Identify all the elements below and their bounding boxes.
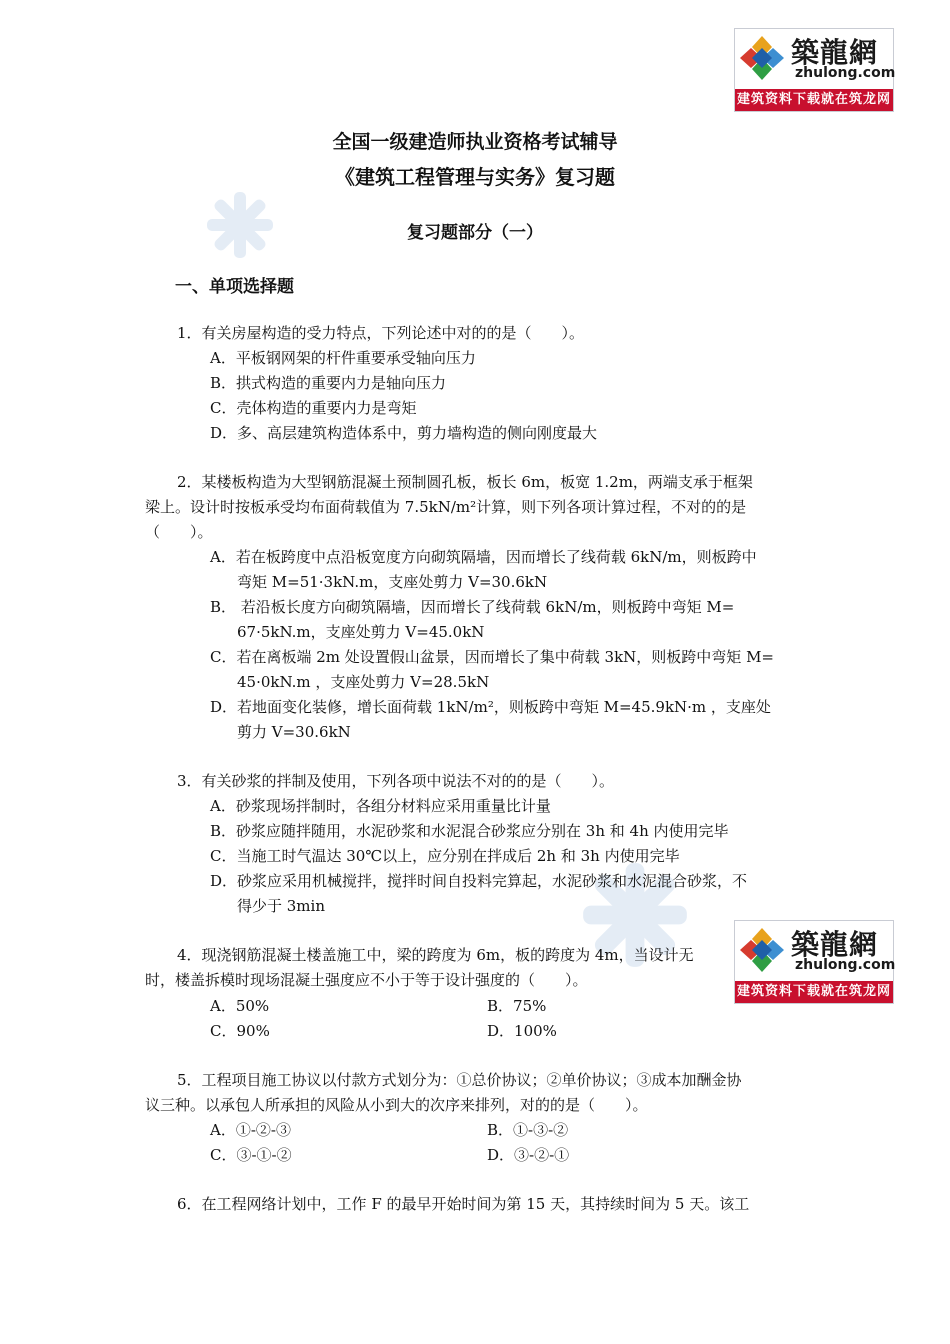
question-2-option-b: B． 若沿板长度方向砌筑隔墙，因而增长了线荷载 6kN/m，则板跨中弯矩 M= (210, 598, 735, 616)
question-2-stem-line: 2．某楼板构造为大型钢筋混凝土预制圆孔板，板长 6m，板宽 1.2m，两端支承于框架 (177, 473, 753, 491)
question-5-option-c: C．③-①-② (210, 1146, 292, 1164)
section-part-title: 复习题部分（一） (407, 223, 543, 243)
document-subject-title: 《建筑工程管理与实务》复习题 (335, 165, 615, 189)
question-5-stem-line: 5．工程项目施工协议以付款方式划分为：①总价协议；②单价协议；③成本加酬金协 (177, 1071, 742, 1089)
question-3-option-d: D．砂浆应采用机械搅拌，搅拌时间自投料完算起，水泥砂浆和水泥混合砂浆，不 (210, 872, 748, 890)
question-1-option-d: D．多、高层建筑构造体系中，剪力墙构造的侧向刚度最大 (210, 424, 598, 442)
question-5-option-a: A．①-②-③ (210, 1121, 291, 1139)
question-2-stem-line: 梁上。设计时按板承受均布面荷载值为 7.5kN/m²计算，则下列各项计算过程，不对的的是 (145, 498, 747, 516)
question-1-stem: 1．有关房屋构造的受力特点，下列论述中对的的是（ ）。 (177, 324, 585, 342)
logo-tagline: 建筑资料下载就在筑龙网 (735, 89, 893, 111)
document-title: 全国一级建造师执业资格考试辅导 (332, 131, 618, 153)
question-3-stem: 3．有关砂浆的拌制及使用，下列各项中说法不对的的是（ ）。 (177, 772, 615, 790)
question-2-option-a-cont: 弯矩 M=51·3kN.m，支座处剪力 V=30.6kN (237, 573, 548, 591)
question-2-option-a: A．若在板跨度中点沿板宽度方向砌筑隔墙，因而增长了线荷载 6kN/m，则板跨中 (210, 548, 757, 566)
question-4-option-b: B．75% (487, 997, 547, 1015)
question-5-option-b: B．①-③-② (487, 1121, 569, 1139)
logo-brand-en: zhulong.com (795, 65, 896, 81)
question-2-option-c-cont: 45·0kN.m ，支座处剪力 V=28.5kN (237, 673, 490, 691)
logo-brand-en: zhulong.com (795, 957, 896, 973)
question-6-stem: 6．在工程网络计划中，工作 F 的最早开始时间为第 15 天，其持续时间为 5 天。该工 (177, 1195, 750, 1213)
question-2-option-b-cont: 67·5kN.m，支座处剪力 V=45.0kN (237, 623, 485, 641)
logo-brand-cn: 築龍網 (791, 928, 879, 961)
question-3-option-a: A．砂浆现场拌制时，各组分材料应采用重量比计量 (210, 797, 551, 815)
logo-tagline: 建筑资料下载就在筑龙网 (735, 981, 893, 1003)
question-2-stem-line: （ ）。 (145, 523, 213, 541)
question-2-option-c: C．若在离板端 2m 处设置假山盆景，因而增长了集中荷载 3kN，则板跨中弯矩 M= (210, 648, 775, 666)
question-4-stem-line: 时，楼盖拆模时现场混凝土强度应不小于等于设计强度的（ ）。 (145, 971, 588, 989)
site-logo[interactable] (734, 28, 894, 112)
question-2-option-d-cont: 剪力 V=30.6kN (237, 723, 351, 741)
question-4-stem-line: 4．现浇钢筋混凝土楼盖施工中，梁的跨度为 6m，板的跨度为 4m，当设计无 (177, 946, 694, 964)
question-3-option-c: C．当施工时气温达 30℃以上，应分别在拌成后 2h 和 3h 内使用完毕 (210, 847, 680, 865)
question-3-option-b: B．砂浆应随拌随用，水泥砂浆和水泥混合砂浆应分别在 3h 和 4h 内使用完毕 (210, 822, 729, 840)
question-5-option-d: D．③-②-① (487, 1146, 570, 1164)
question-5-stem-line: 议三种。以承包人所承担的风险从小到大的次序来排列，对的的是（ ）。 (145, 1096, 648, 1114)
site-logo[interactable] (734, 920, 894, 1004)
question-1-option-b: B．拱式构造的重要内力是轴向压力 (210, 374, 447, 392)
question-2-option-d: D．若地面变化装修，增长面荷载 1kN/m²，则板跨中弯矩 M=45.9kN·m ，支座处 (210, 698, 771, 716)
section-heading: 一、单项选择题 (175, 277, 294, 297)
question-1-option-a: A．平板钢网架的杆件重要承受轴向压力 (210, 349, 476, 367)
question-4-option-a: A．50% (210, 997, 270, 1015)
diamond-logo-icon (739, 927, 785, 973)
logo-brand-cn: 築龍網 (791, 36, 879, 69)
question-4-option-d: D．100% (487, 1022, 557, 1040)
diamond-logo-icon (739, 35, 785, 81)
question-3-option-d-cont: 得少于 3min (237, 897, 325, 915)
question-4-option-c: C．90% (210, 1022, 270, 1040)
question-1-option-c: C．壳体构造的重要内力是弯矩 (210, 399, 417, 417)
